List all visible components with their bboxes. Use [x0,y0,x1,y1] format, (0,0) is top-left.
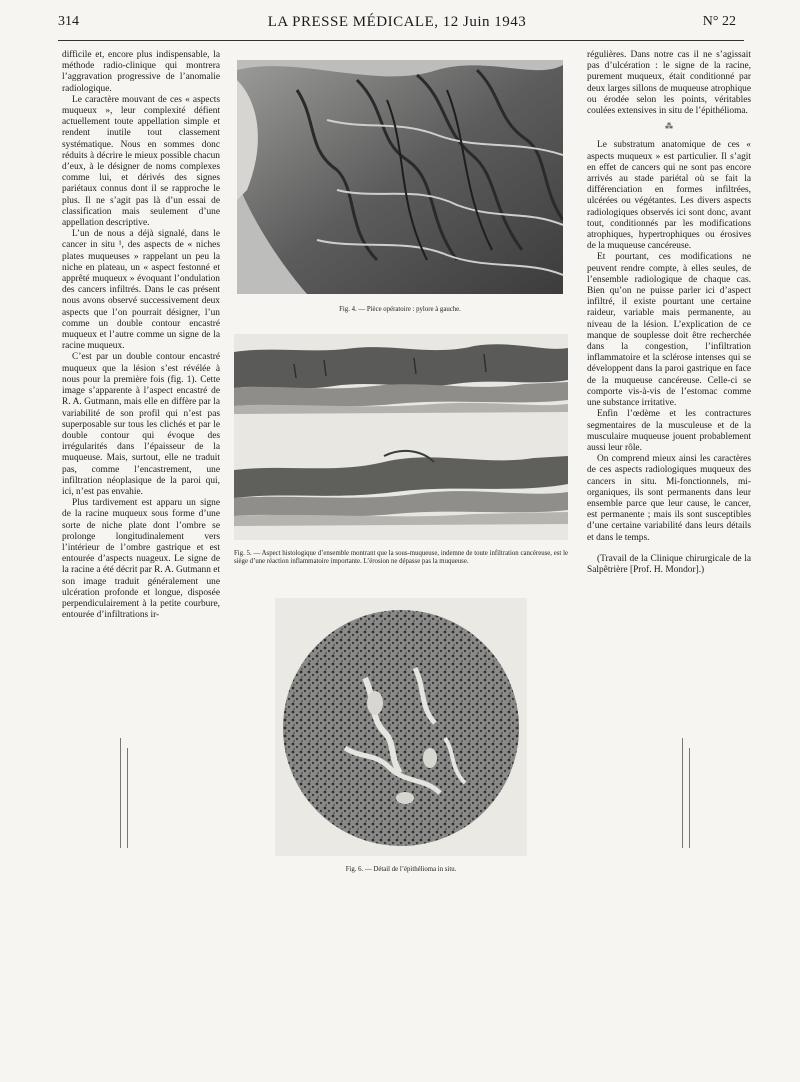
margin-rule [689,748,690,848]
paragraph: L’un de nous a déjà signalé, dans le cancer in situ ¹, des aspects de « niches plates muqueuses » rappelant un peu la niche en plateau, un « aspect festonné et apprêté muqueux » évoquant l’ondulation des cancers infiltrés. Dans le cas présent nous avons observé successivement deux aspects que l’on pourrait désigner, l’un comme un double contour encastré muqueux et l’autre comme un signe de la racine muqueux. [62,229,220,352]
margin-rule [127,748,128,848]
figure-5-histology [234,334,568,540]
paragraph: difficile et, encore plus indispensable, la méthode radio-clinique qui montrera l’aggravation progressive de l’anomalie radiologique. [62,50,220,94]
paragraph: On comprend mieux ainsi les caractères de ces aspects radiologiques muqueux des cancers in situ. Mi-fonctionnels, mi-organiques, ils sont permanents dans leur ensemble parce que leur cause, le cancer, est permanente ; mais ils sont susceptibles d’une certaine variabilité dans leurs détails et dans le temps. [587,454,751,543]
paragraph: Et pourtant, ces modifications ne peuvent rendre compte, à elles seules, de l’ensemble radiologique de chaque cas. Bien qu’on ne puisse parler ici d’aspect infiltré, il existe pourtant une certaine raideur, variable mais permanente, au niveau de la lésion. L’explication de ce manque de souplesse doit être recherchée dans la congestion, l’infiltration inflammatoire et la sclérose intenses qui se développent dans la paroi gastrique en face de la muqueuse cancéreuse. Celle-ci se comporte vis-à-vis de l’estomac comme une substance irritative. [587,252,751,409]
paragraph: Enfin l’œdème et les contractures segmentaires de la musculeuse et de la musculaire muqueuse jouent probablement aussi leur rôle. [587,409,751,453]
figure-6-micrograph [275,598,527,856]
paragraph: régulières. Dans notre cas il ne s’agissait pas d’ulcération : le signe de la racine, purement muqueux, était conditionné par deux larges sillons de muqueuse atrophique ou érodée selon les points, véritables coulées extensives in situ de l’épithélioma. [587,50,751,117]
paragraph: Le substratum anatomique de ces « aspects muqueux » est particulier. Il s’agit en effet de cancers qui ne sont pas encore arrivés au stade pariétal où se fait la différenciation en formes infiltrées, ulcérées ou végétantes. Les divers aspects radiologiques observés ici sont donc, avant tout, conditionnés par les modifications atrophiques, hypertrophiques ou érosives de la muqueuse cancéreuse. [587,140,751,252]
histology-strips-illustration [234,334,568,540]
signature: (Travail de la Clinique chirurgicale de la Salpêtrière [Prof. H. Mondor].) [587,553,751,575]
issue-date: 12 Juin 1943 [442,14,527,30]
right-column [587,50,751,576]
figure-5-caption: Fig. 5. — Aspect histologique d’ensemble montrant que la sous-muqueuse, indemne de toute infiltration cancéreuse, est le siège d’une réaction inflammatoire importante. L’érosion ne dépasse pas la muqueuse. [234,550,568,566]
journal-name: LA PRESSE MÉDICALE, [267,14,439,30]
page-header [58,14,736,36]
journal-title [58,14,736,31]
margin-rule [120,738,121,848]
margin-rule [682,738,683,848]
figure-4-photo [237,60,563,294]
left-column [62,50,220,621]
specimen-illustration [237,60,563,294]
paragraph: C’est par un double contour encastré muqueux que la lésion s’est révélée à nous pour la première fois (fig. 1). Cette image s’apparente à l’aspect encastré de R. A. Gutmann, mais elle en diffère par la variabilité de son profil qui n’est pas superposable sur tous les clichés et par le double contour qui évoque des irrégularités dans l’épaisseur de la muqueuse. Mais, surtout, elle ne traduit pas, comme l’encastrement, une infiltration néoplasique de la paroi qui, ici, n’est pas envahie. [62,352,220,497]
paragraph: Plus tardivement est apparu un signe de la racine muqueux sous forme d’une sorte de niche plate dont l’ombre se prolonge longitudinalement vers l’intérieur de l’ombre gastrique et est entourée d’aspects nuageux. Le signe de la racine a été décrit par R. A. Gutmann et son image traduit généralement une ulcération profonde et longue, disposée perpendiculairement à la petite courbure, entourée d’infiltrations ir- [62,498,221,621]
figure-4-caption: Fig. 4. — Pièce opératoire : pylore à gauche. [339,306,461,313]
page-number: 314 [58,14,79,29]
issue-number: N° 22 [702,14,736,29]
section-separator: ⁂ [665,122,673,132]
micrograph-illustration [275,598,527,856]
figure-6-caption: Fig. 6. — Détail de l’épithélioma in situ. [345,866,457,873]
header-rule [58,40,744,41]
paragraph: Le caractère mouvant de ces « aspects muqueux », leur complexité défient actuellement toute appellation simple et rendent inutile tout classement systématique. Nous en sommes donc réduits à décrire le mieux possible chacun d’eux, à le désigner de noms complexes comme lui, et dérivés des signes pariétaux connus dont il se rapproche le plus. Il ne s’agit pas là d’un essai de classification mais seulement d’une appellation descriptive. [62,94,220,229]
